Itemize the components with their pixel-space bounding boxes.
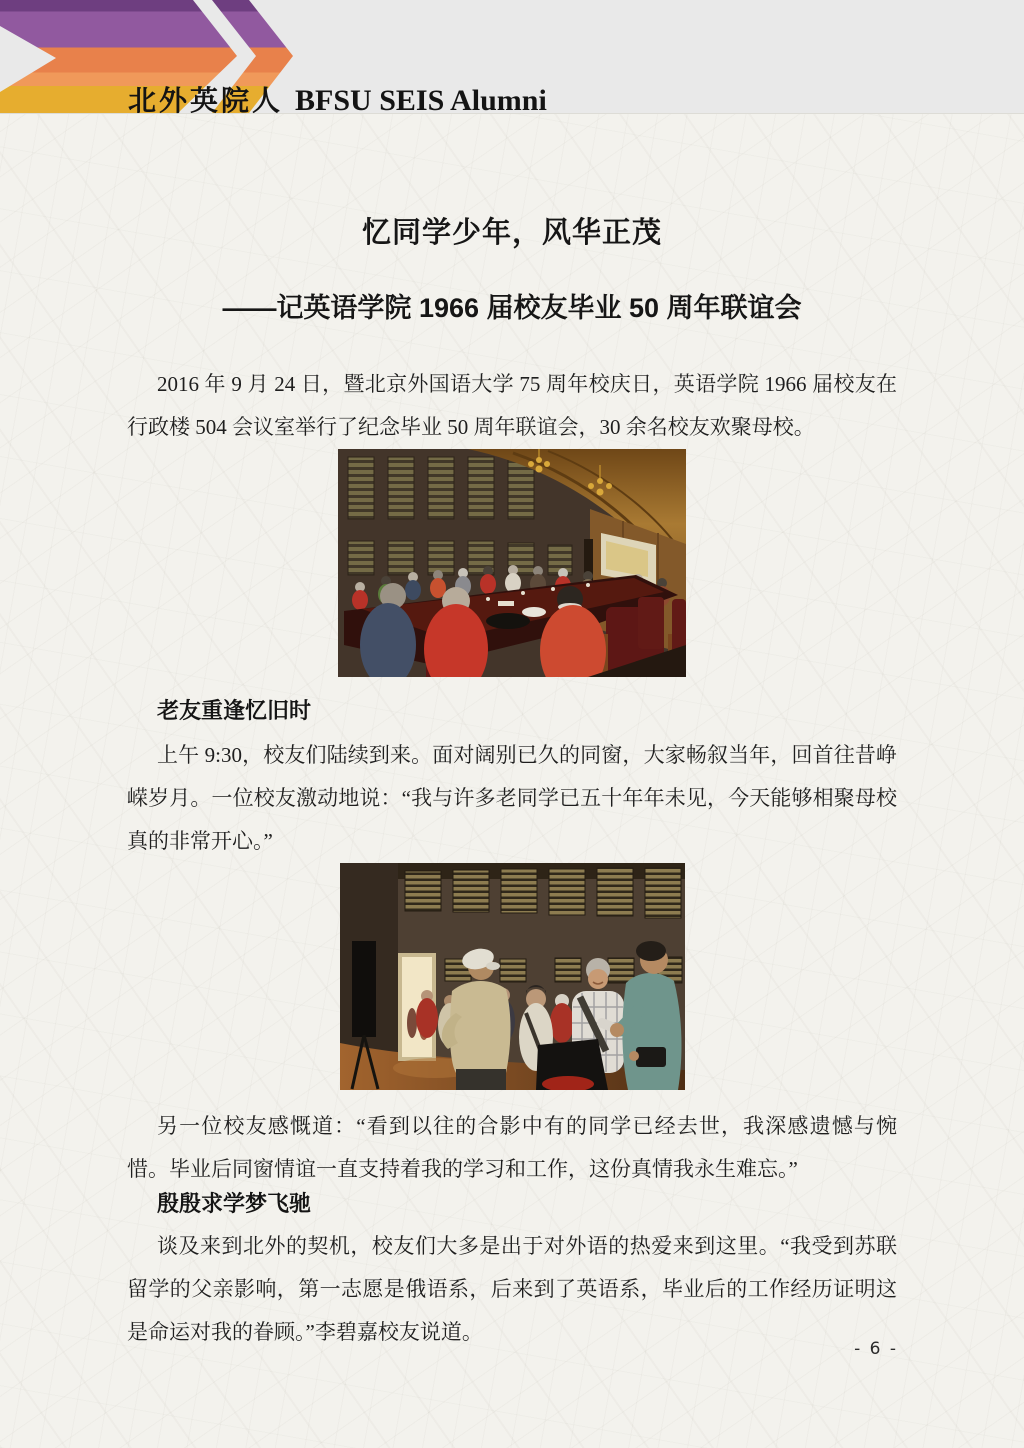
- photo-meeting-room-image: [338, 449, 686, 677]
- masthead: [0, 0, 1024, 117]
- section2-paragraph-1: 谈及来到北外的契机，校友们大多是出于对外语的热爱来到这里。“我受到苏联留学的父亲影响，第一志愿是俄语系，后来到了英语系，毕业后的工作经历证明这是命运对我的眷顾。”李碧嘉校友说道。: [127, 1234, 897, 1344]
- section2-heading: 殷殷求学梦飞驰: [157, 1191, 312, 1216]
- photo-handshake: [340, 863, 685, 1090]
- section1-heading: 老友重逢忆旧时: [157, 698, 312, 723]
- section1-paragraph-2: 另一位校友感慨道：“看到以往的合影中有的同学已经去世，我深感遗憾与惋惜。毕业后同窗情谊一直支持着我的学习和工作，这份真情我永生难忘。”: [127, 1114, 897, 1181]
- masthead-title-cn: 北外英院人: [128, 85, 284, 116]
- article-title: 忆同学少年，风华正茂: [361, 217, 662, 249]
- article: [0, 215, 1024, 1354]
- photo-meeting-room: [338, 449, 686, 677]
- paragraph-intro: 2016 年 9 月 24 日，暨北京外国语大学 75 周年校庆日，英语学院 1966 届校友在行政楼 504 会议室举行了纪念毕业 50 周年联谊会，30 余名校友欢聚母校。: [127, 372, 897, 439]
- masthead-titles: [128, 79, 547, 119]
- page-number: - 6 -: [854, 1339, 898, 1359]
- article-subtitle: ——记英语学院 1966 届校友毕业 50 周年联谊会: [222, 293, 802, 323]
- masthead-title-en: BFSU SEIS Alumni: [295, 84, 547, 117]
- section1-paragraph-1: 上午 9:30，校友们陆续到来。面对阔别已久的同窗，大家畅叙当年，回首往昔峥嵘岁月。一位校友激动地说：“我与许多老同学已五十年年未见，今天能够相聚母校真的非常开心。”: [127, 743, 897, 853]
- photo-handshake-image: [340, 863, 685, 1090]
